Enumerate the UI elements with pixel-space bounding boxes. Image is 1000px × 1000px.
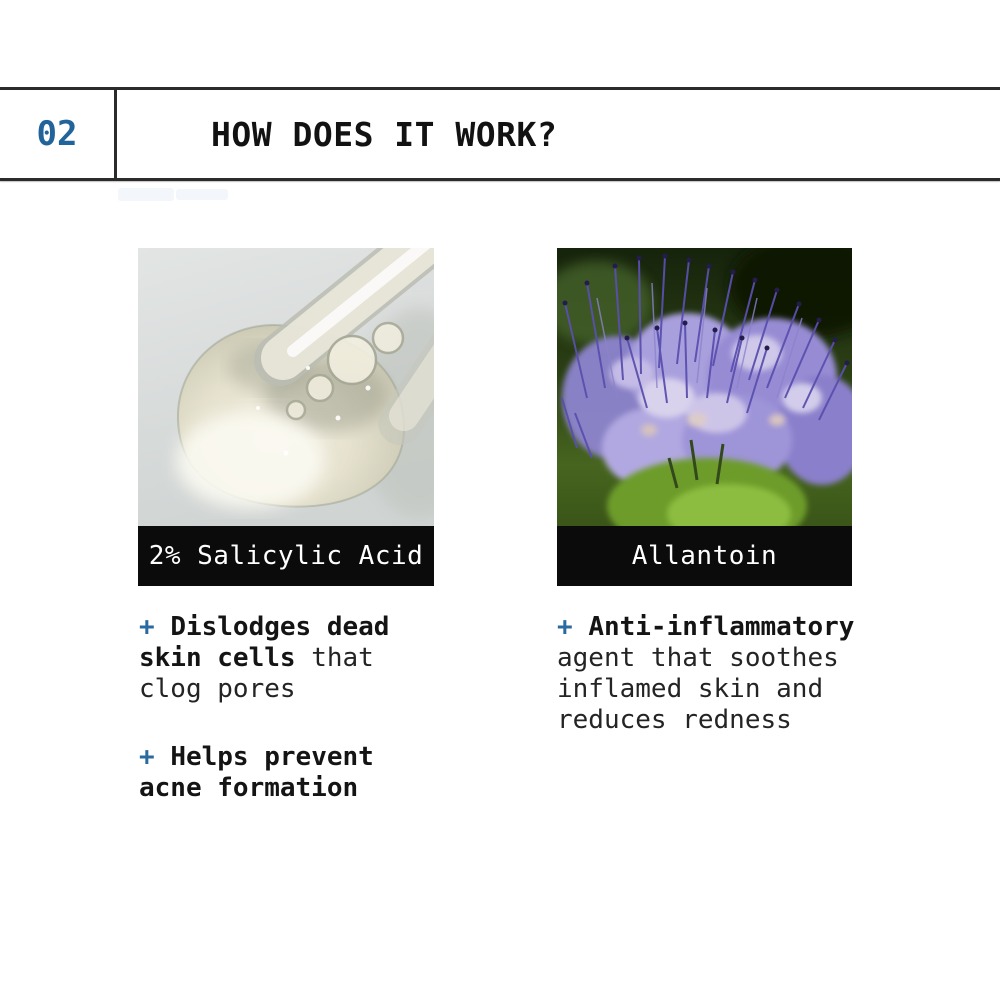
ingredient-label-bar (557, 526, 852, 586)
serum-dropper-photo (138, 248, 434, 526)
ingredient-card-salicylic-acid (138, 248, 434, 586)
plus-marker: + (557, 612, 589, 642)
benefit-bold-text: Dislodges dead skin cells (139, 612, 390, 673)
benefit-rest-text: agent that soothes inflamed skin and reduces redness (557, 643, 839, 735)
serum-dropper-illustration (138, 248, 434, 526)
section-number: 02 (0, 90, 117, 178)
ingredient-label: Allantoin (631, 541, 778, 571)
benefit-bold-text: Anti-inflammatory (588, 612, 855, 642)
benefit-bold-text: Helps prevent acne formation (139, 742, 374, 803)
ingredient-label-bar (138, 526, 434, 586)
benefit-item (139, 742, 411, 804)
benefit-item (557, 612, 865, 736)
header (0, 90, 1000, 178)
benefits-salicylic-acid (139, 612, 411, 804)
header-bottom-rule (0, 178, 1000, 181)
droplet-highlight (176, 413, 324, 509)
benefits-allantoin (557, 612, 865, 736)
ingredient-card-allantoin (557, 248, 852, 586)
flower-photo (557, 248, 852, 526)
shadow-artifact (118, 188, 174, 201)
ingredient-label: 2% Salicylic Acid (148, 541, 424, 571)
flower-illustration (557, 248, 852, 526)
plus-marker: + (139, 612, 171, 642)
plus-marker: + (139, 742, 171, 772)
page-title: HOW DOES IT WORK? (211, 114, 558, 154)
benefit-item (139, 612, 411, 705)
shadow-artifact (176, 189, 228, 200)
benefit-rest-text: that clog pores (139, 643, 374, 704)
